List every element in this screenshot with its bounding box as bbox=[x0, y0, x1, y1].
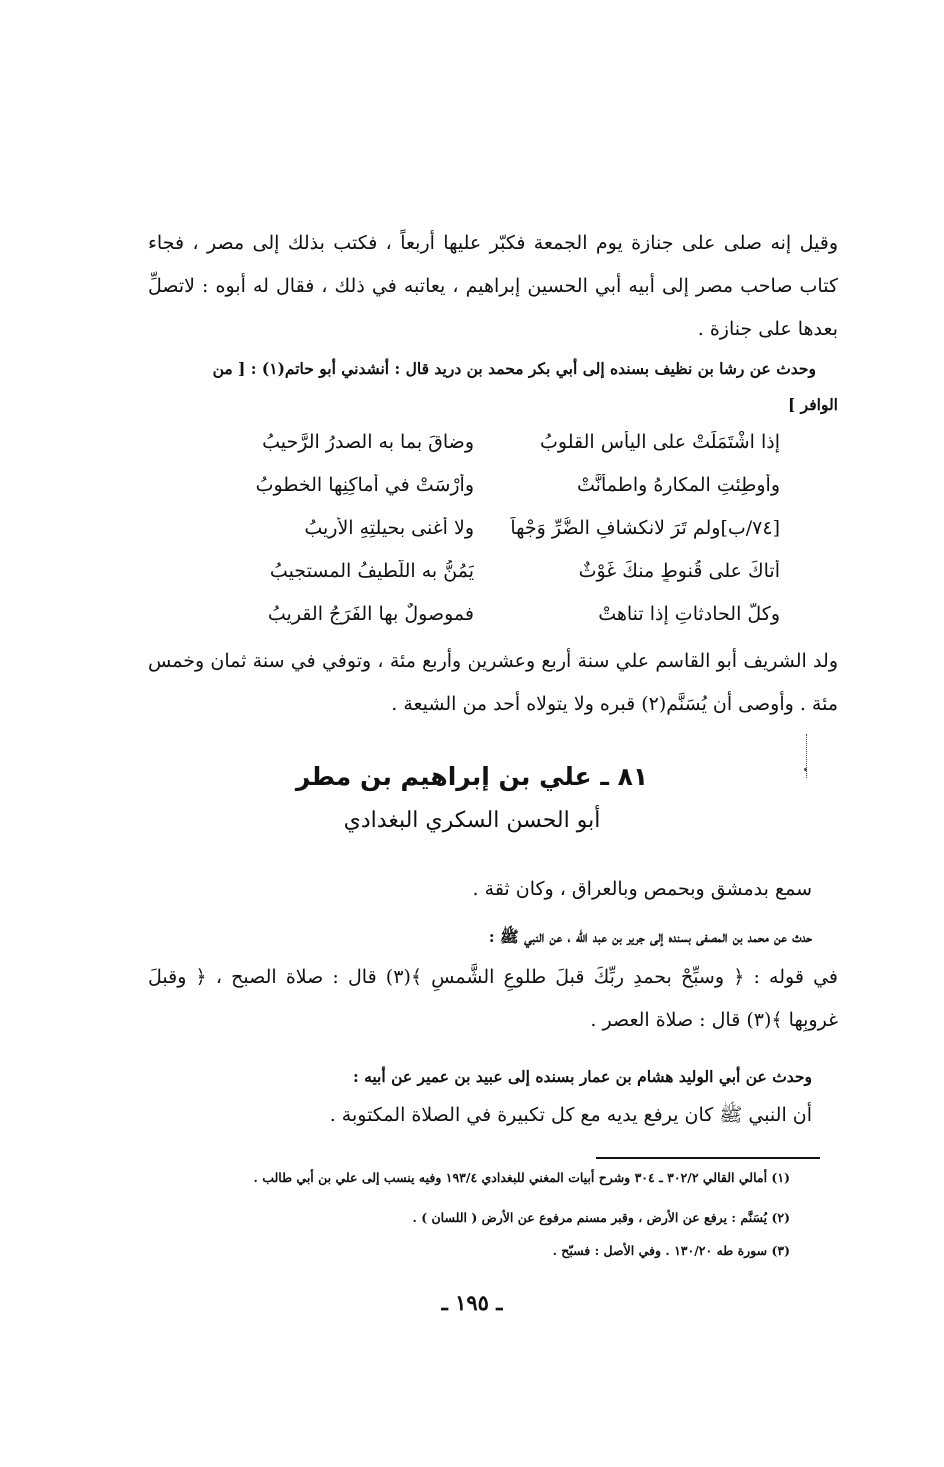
poem-verse bbox=[200, 420, 780, 463]
verse-second-hemistich: ولا أغنى بحيلتِهِ الأريبُ bbox=[304, 516, 474, 539]
poem-verse bbox=[200, 506, 780, 549]
verse-first-hemistich: [٧٤/ب]ولم تَرَ لانكشافِ الضُّرِّ وَجْهاً bbox=[510, 516, 780, 539]
poem bbox=[200, 420, 780, 635]
isnad-line-rasha: وحدث عن رشا بن نظيف بسنده إلى أبي بكر محمد بن دريد قال : أنشدني أبو حاتم(١) : [ من bbox=[212, 359, 816, 378]
verse-second-hemistich: يَمُنُّ به اللَّطيفُ المستجيبُ bbox=[269, 559, 474, 582]
verse-first-hemistich: وأُوطِئتِ المكارهُ واطمأنَّتْ bbox=[577, 473, 780, 496]
poem-verse bbox=[200, 463, 780, 506]
footnote: (٢) يُسَنَّم : يرفع عن الأرض ، وقبر مسنم مرفوع عن الأرض ( اللسان ) . bbox=[412, 1210, 790, 1225]
isnad-line-musaffa: حدث عن محمد بن المصفى بسنده إلى جرير بن عبد الله ، عن النبي ﷺ : bbox=[488, 927, 812, 946]
isnad-line-hisham: وحدث عن أبي الوليد هشام بن عمار بسنده إلى عبيد بن عمير عن أبيه : bbox=[352, 1067, 812, 1086]
verse-first-hemistich: وكلُّ الحادثاتِ إذا تناهتْ bbox=[598, 602, 780, 625]
verse-second-hemistich: وضاقَ بما به الصدرُ الرَّحيبُ bbox=[262, 430, 474, 453]
entry-title: ٨١ ـ علي بن إبراهيم بن مطر bbox=[295, 762, 649, 791]
verse-second-hemistich: وأَرْسَتْ في أماكِنِها الخطوبُ bbox=[255, 473, 474, 496]
paragraph-raising-hands: أن النبي ﷺ كان يرفع يديه مع كل تكبيرة في الصلاة المكتوبة . bbox=[329, 1104, 812, 1126]
footnote: (٣) سورة طه ١٣٠/٢٠ . وفي الأصل : فسبّح . bbox=[552, 1243, 790, 1258]
poem-meter-label: الوافر ] bbox=[787, 395, 838, 414]
page-number: ـ ١٩٥ ـ bbox=[441, 1290, 503, 1315]
paragraph-birth-death: ولد الشريف أبو القاسم علي سنة أربع وعشرين وأربع مئة ، وتوفي في سنة ثمان وخمس مئة . وأوصى أن يُسَنَّم(٢) قبره ولا يتولاه أحد من الشيعة . bbox=[148, 650, 838, 715]
verse-first-hemistich: أتاكَ على قُنوطٍ منكَ غَوْثٌ bbox=[578, 559, 780, 582]
verse-first-hemistich: إذا اشْتَمَلَتْ على اليأسِ القلوبُ bbox=[540, 430, 780, 453]
paragraph-quran-tafsir: في قوله : ﴿ وسبِّحْ بحمدِ ربِّكَ قبلَ طلوعِ الشَّمسِ ﴾(٣) قال : صلاة الصبح ، ﴿ وقبلَ غروبِها ﴾(٣) قال : صلاة العصر . bbox=[148, 966, 838, 1031]
paragraph-funeral-prayer: وقيل إنه صلى على جنازة يوم الجمعة فكبّر عليها أربعاً ، فكتب بذلك إلى مصر ، فجاء كتاب صاحب مصر إلى أبيه أبي الحسين إبراهيم ، يعاتبه في ذلك ، فقال له أبوه : لاتصلِّ بعدها على جنازة . bbox=[148, 232, 838, 340]
footnote-divider bbox=[596, 1157, 820, 1159]
footnote: (١) أمالي القالي ٣٠٢/٢ ـ ٣٠٤ وشرح أبيات المغني للبغدادي ١٩٣/٤ وفيه ينسب إلى علي بن أبي طالب . bbox=[253, 1170, 790, 1185]
entry-subtitle: أبو الحسن السكري البغدادي bbox=[343, 808, 601, 833]
paragraph-heard-in: سمع بدمشق وبحمص وبالعراق ، وكان ثقة . bbox=[472, 878, 812, 900]
poem-verse bbox=[200, 592, 780, 635]
verse-second-hemistich: فموصولٌ بها الفَرَجُ القريبُ bbox=[267, 602, 474, 625]
poem-verse bbox=[200, 549, 780, 592]
